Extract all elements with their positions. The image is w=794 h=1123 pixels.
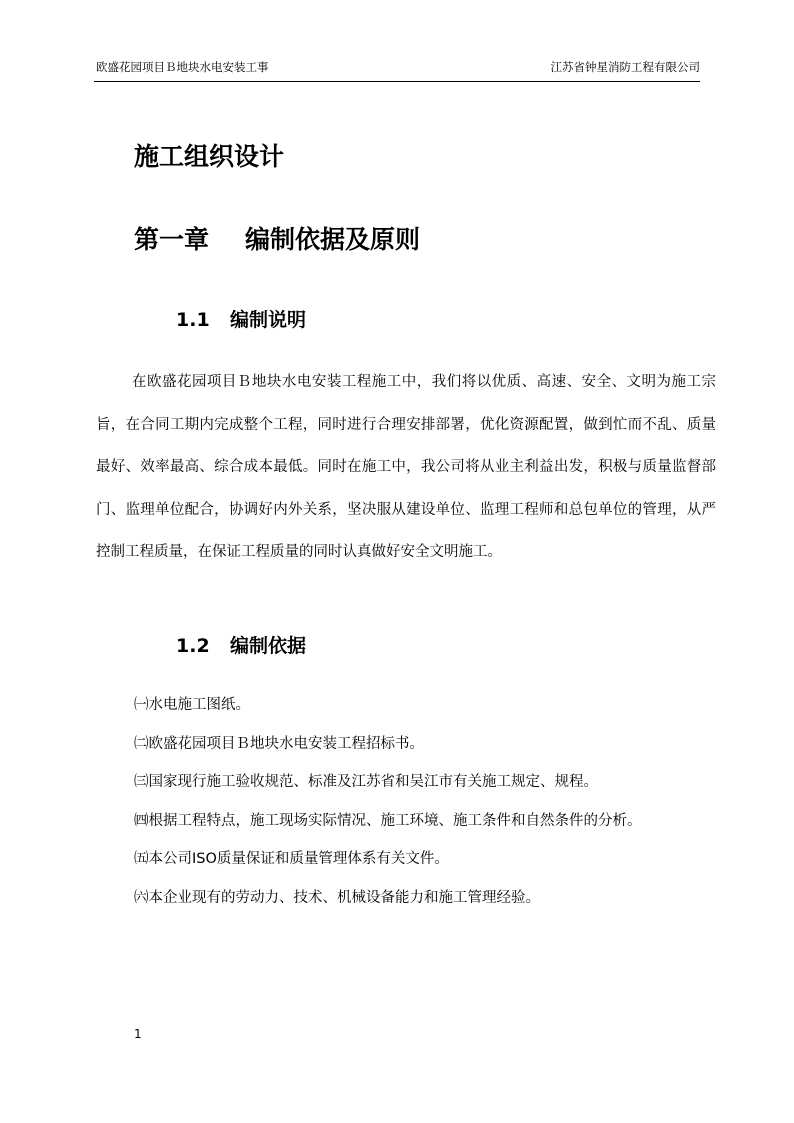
- list-item: ㈢国家现行施工验收规范、标准及江苏省和吴江市有关施工规定、规程。: [134, 774, 598, 790]
- section-title: 编制依据: [230, 635, 307, 657]
- list-item: ㈥本企业现有的劳动力、技术、机械设备能力和施工管理经验。: [134, 889, 540, 906]
- header-divider: [94, 81, 700, 82]
- section-heading-1-2: [176, 631, 306, 661]
- header-company-name: 江苏省钟星消防工程有限公司: [550, 60, 700, 74]
- section-number: 1.1: [176, 309, 210, 331]
- section-paragraph: 在欧盛花园项目Ｂ地块水电安装工程施工中，我们将以优质、高速、安全、文明为施工宗旨，在合同工期内完成整个工程，同时进行合理安排部署，优化资源配置，做到忙而不乱、质量最好、效率最高、综合成本最低。同时在施工中，我公司将从业主利益出发，积极与质量监督部门、监理单位配合，协调好内外关系，坚决服从建设单位、监理工程师和总包单位的管理，从严控制工程质量，在保证工程质量的同时认真做好安全文明施工。: [96, 374, 716, 560]
- list-item: ㈤本公司ISO质量保证和质量管理体系有关文件。: [134, 851, 449, 867]
- list-item: ㈠水电施工图纸。: [134, 697, 250, 713]
- section-number: 1.2: [176, 635, 210, 657]
- section-title: 编制说明: [230, 309, 307, 331]
- chapter-number: 第一章: [134, 225, 210, 254]
- list-item: ㈣根据工程特点，施工现场实际情况、施工环境、施工条件和自然条件的分析。: [134, 812, 642, 829]
- header-project-name: 欧盛花园项目Ｂ地块水电安装工事: [96, 60, 269, 74]
- page-number: 1: [134, 1027, 142, 1041]
- list-item: ㈡欧盛花园项目Ｂ地块水电安装工程招标书。: [134, 735, 424, 752]
- basis-list: [134, 686, 642, 917]
- chapter-heading: [134, 220, 420, 260]
- document-title: 施工组织设计: [134, 142, 285, 171]
- section-heading-1-1: [176, 305, 306, 335]
- chapter-title: 编制依据及原则: [245, 225, 421, 254]
